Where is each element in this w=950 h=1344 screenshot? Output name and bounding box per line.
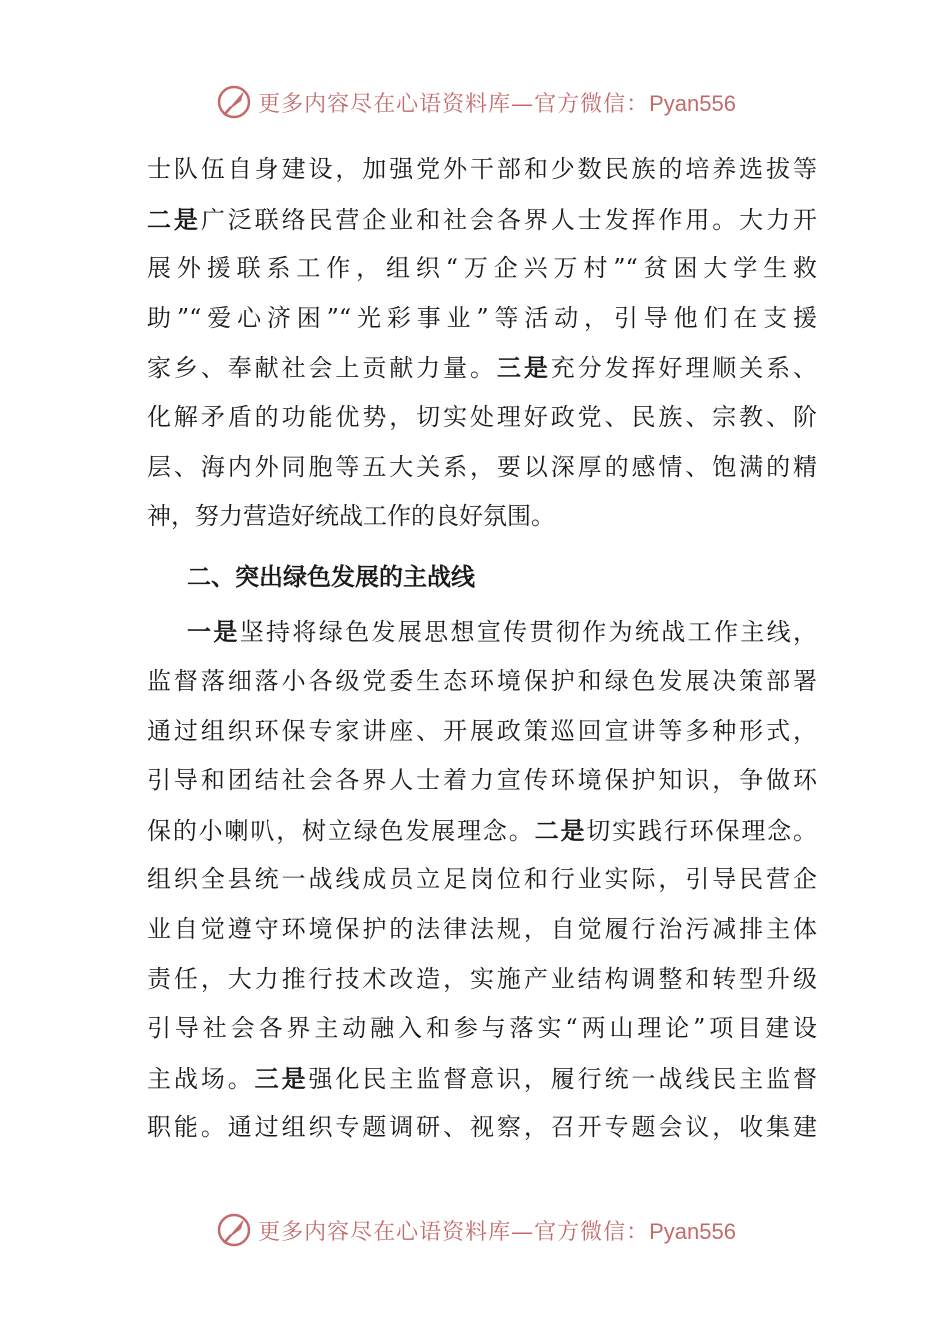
text-line: 助”“爱心济困”“光彩事业”等活动，引导他们在支援 — [147, 303, 817, 332]
text-line: 引导和团结社会各界人士着力宣传环境保护知识，争做环 — [147, 766, 817, 795]
text-line: 主战场。三是强化民主监督意识，履行统一战线民主监督 — [147, 1063, 818, 1093]
text-line: 家乡、奉献社会上贡献力量。三是充分发挥好理顺关系、 — [147, 353, 818, 383]
watermark-text: 更多内容尽在心语资料库—官方微信：Pyan556 — [258, 1218, 736, 1245]
section-heading: 二、突出绿色发展的主战线 — [187, 561, 475, 591]
text-line: 士队伍自身建设，加强党外干部和少数民族的培养选拔等 — [147, 155, 817, 183]
watermark-text: 更多内容尽在心语资料库—官方微信：Pyan556 — [258, 90, 736, 117]
text-line: 一是坚持将绿色发展思想宣传贯彻作为统战工作主线， — [187, 617, 818, 647]
header-watermark — [0, 80, 950, 124]
text-line: 层、海内外同胞等五大关系，要以深厚的感情、饱满的精 — [147, 452, 817, 481]
text-line: 监督落细落小各级党委生态环境保护和绿色发展决策部署 — [147, 666, 817, 695]
text-line: 二是广泛联络民营企业和社会各界人士发挥作用。大力开 — [147, 204, 818, 234]
text-line: 保的小喇叭，树立绿色发展理念。二是切实践行环保理念。 — [147, 815, 818, 845]
text-line: 神，努力营造好统战工作的良好氛围。 — [147, 502, 555, 531]
document-body — [147, 145, 817, 1153]
text-line: 通过组织环保专家讲座、开展政策巡回宣讲等多种形式， — [147, 716, 817, 745]
quill-pen-logo-icon — [214, 82, 254, 122]
footer-watermark — [0, 1208, 950, 1252]
text-line: 组织全县统一战线成员立足岗位和行业实际，引导民营企 — [147, 865, 817, 894]
text-line: 职能。通过组织专题调研、视察，召开专题会议，收集建 — [147, 1113, 817, 1142]
text-line: 化解矛盾的功能优势，切实处理好政党、民族、宗教、阶 — [147, 402, 817, 431]
text-line: 引导社会各界主动融入和参与落实“两山理论”项目建设 — [147, 1014, 817, 1043]
text-line: 展外援联系工作，组织“万企兴万村”“贫困大学生救 — [147, 254, 817, 283]
wechat-id: Pyan556 — [649, 90, 736, 116]
wechat-id: Pyan556 — [649, 1218, 736, 1244]
text-line: 业自觉遵守环境保护的法律法规，自觉履行治污减排主体 — [147, 914, 817, 943]
text-line: 责任，大力推行技术改造，实施产业结构调整和转型升级 — [147, 964, 817, 993]
quill-pen-logo-icon — [214, 1210, 254, 1250]
